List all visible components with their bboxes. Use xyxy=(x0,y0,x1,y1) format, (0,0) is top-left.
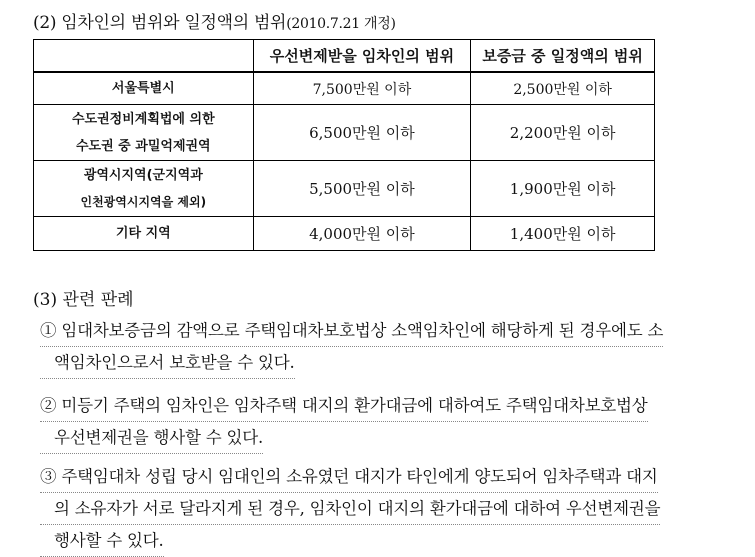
table-header-region xyxy=(34,40,254,73)
case-line: ③ 주택임대차 성립 당시 임대인의 소유였던 대지가 타인에게 양도되어 임차주택과 대지 xyxy=(40,461,658,493)
range-table xyxy=(33,39,655,251)
priority-cell: 4,000만원 이하 xyxy=(253,217,471,251)
region-cell xyxy=(34,72,254,105)
table-header-priority: 우선변제받을 임차인의 범위 xyxy=(253,40,471,73)
priority-cell: 5,500만원 이하 xyxy=(253,161,471,217)
region-cell xyxy=(34,161,254,217)
section-heading-2-note: (2010.7.21 개정) xyxy=(286,16,396,32)
section-heading-3: (3) 관련 판례 xyxy=(33,290,134,310)
region-label: 서울특별시 xyxy=(111,81,175,96)
table-row xyxy=(34,161,655,217)
case-line: 우선변제권을 행사할 수 있다. xyxy=(40,422,263,454)
section-heading-2 xyxy=(33,8,396,33)
case-line: ② 미등기 주택의 임차인은 임차주택 대지의 환가대금에 대하여도 주택임대차보호법상 xyxy=(40,390,648,422)
case-line: 액임차인으로서 보호받을 수 있다. xyxy=(40,347,295,379)
priority-cell: 7,500만원 이하 xyxy=(253,72,471,105)
table-row xyxy=(34,72,655,105)
region-label-line2: 수도권 중 과밀억제권역 xyxy=(75,138,211,154)
region-label: 기타 지역 xyxy=(115,226,171,241)
fixed-cell: 2,200만원 이하 xyxy=(471,105,655,161)
case-line: ① 임대차보증금의 감액으로 주택임대차보호법상 소액임차인에 해당하게 된 경우에도 소 xyxy=(40,315,663,347)
table-header-fixed: 보증금 중 일정액의 범위 xyxy=(471,40,655,73)
fixed-cell: 1,400만원 이하 xyxy=(471,217,655,251)
fixed-cell: 1,900만원 이하 xyxy=(471,161,655,217)
region-cell xyxy=(34,105,254,161)
case-item-1 xyxy=(40,315,663,379)
region-label-line2: 인천광역시지역을 제외) xyxy=(80,194,207,209)
region-label-line1: 광역시지역(군지역과 xyxy=(83,167,203,183)
table-header-row xyxy=(34,40,655,73)
case-line: 의 소유자가 서로 달라지게 된 경우, 임차인이 대지의 환가대금에 대하여 우선변제권을 xyxy=(40,493,660,525)
table-row xyxy=(34,105,655,161)
section-heading-2-text: (2) 임차인의 범위와 일정액의 범위 xyxy=(33,13,287,33)
case-line: 행사할 수 있다. xyxy=(40,525,164,557)
region-label-line1: 수도권정비계획법에 의한 xyxy=(71,111,215,127)
table-row xyxy=(34,217,655,251)
priority-cell: 6,500만원 이하 xyxy=(253,105,471,161)
case-item-2 xyxy=(40,390,648,454)
region-cell xyxy=(34,217,254,251)
fixed-cell: 2,500만원 이하 xyxy=(471,72,655,105)
